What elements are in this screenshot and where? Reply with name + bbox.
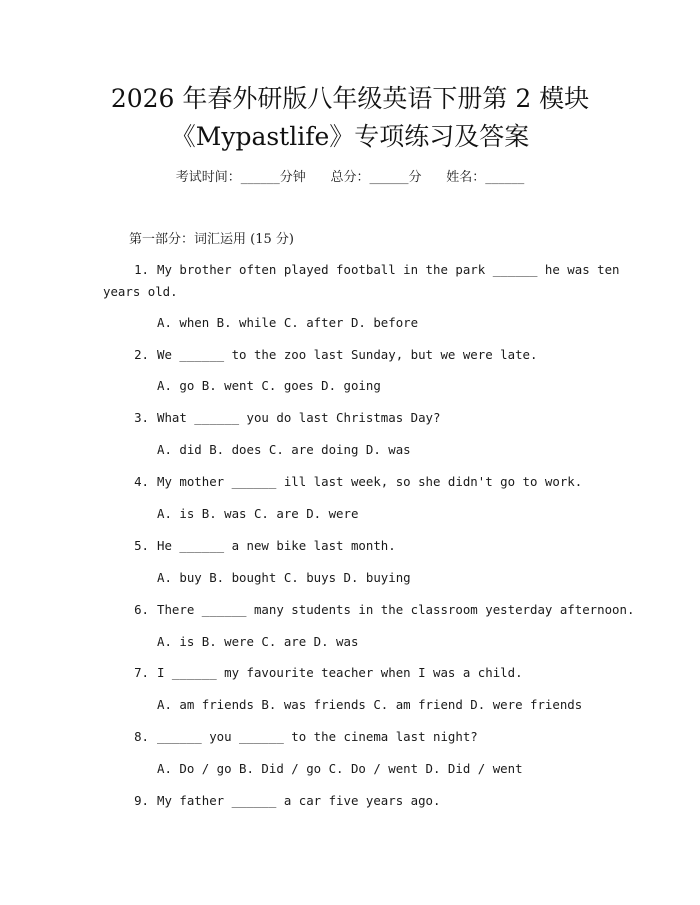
- question-options: A. buy B. bought C. buys D. buying: [157, 570, 411, 585]
- section-heading: 第一部分：词汇运用 (15 分): [129, 232, 294, 247]
- document-title-line1: 2026 年春外研版八年级英语下册第 2 模块: [110, 84, 590, 113]
- question-options: A. Do / go B. Did / go C. Do / went D. Did / went: [157, 761, 523, 776]
- question-number: 5.: [134, 538, 149, 553]
- question-number: 7.: [134, 665, 149, 680]
- question-number: 6.: [134, 602, 149, 617]
- question-options: A. go B. went C. goes D. going: [157, 378, 381, 393]
- question-text: He ______ a new bike last month.: [157, 538, 396, 553]
- question-text: My father ______ a car five years ago.: [157, 793, 441, 808]
- question-number: 1.: [134, 262, 149, 277]
- exam-info: 考试时间：______分钟 总分：______分 姓名：______: [175, 170, 525, 185]
- question-options: A. when B. while C. after D. before: [157, 315, 419, 330]
- question-text: My mother ______ ill last week, so she didn't go to work.: [157, 474, 583, 489]
- question-number: 4.: [134, 474, 149, 489]
- question-text: We ______ to the zoo last Sunday, but we were late.: [157, 347, 538, 362]
- question-text: There ______ many students in the classroom yesterday afternoon.: [157, 602, 635, 617]
- question-text-continued: years old.: [103, 284, 178, 299]
- question-options: A. is B. were C. are D. was: [157, 634, 359, 649]
- question-number: 3.: [134, 410, 149, 425]
- question-number: 9.: [134, 793, 149, 808]
- question-text: I ______ my favourite teacher when I was a child.: [157, 665, 523, 680]
- question-options: A. did B. does C. are doing D. was: [157, 442, 411, 457]
- question-options: A. is B. was C. are D. were: [157, 506, 359, 521]
- question-text: My brother often played football in the park ______ he was ten: [157, 262, 620, 277]
- question-text: ______ you ______ to the cinema last night?: [157, 729, 478, 744]
- question-number: 8.: [134, 729, 149, 744]
- question-number: 2.: [134, 347, 149, 362]
- document-title-line2: 《Mypastlife》专项练习及答案: [170, 122, 530, 151]
- question-text: What ______ you do last Christmas Day?: [157, 410, 441, 425]
- question-options: A. am friends B. was friends C. am friend D. were friends: [157, 697, 583, 712]
